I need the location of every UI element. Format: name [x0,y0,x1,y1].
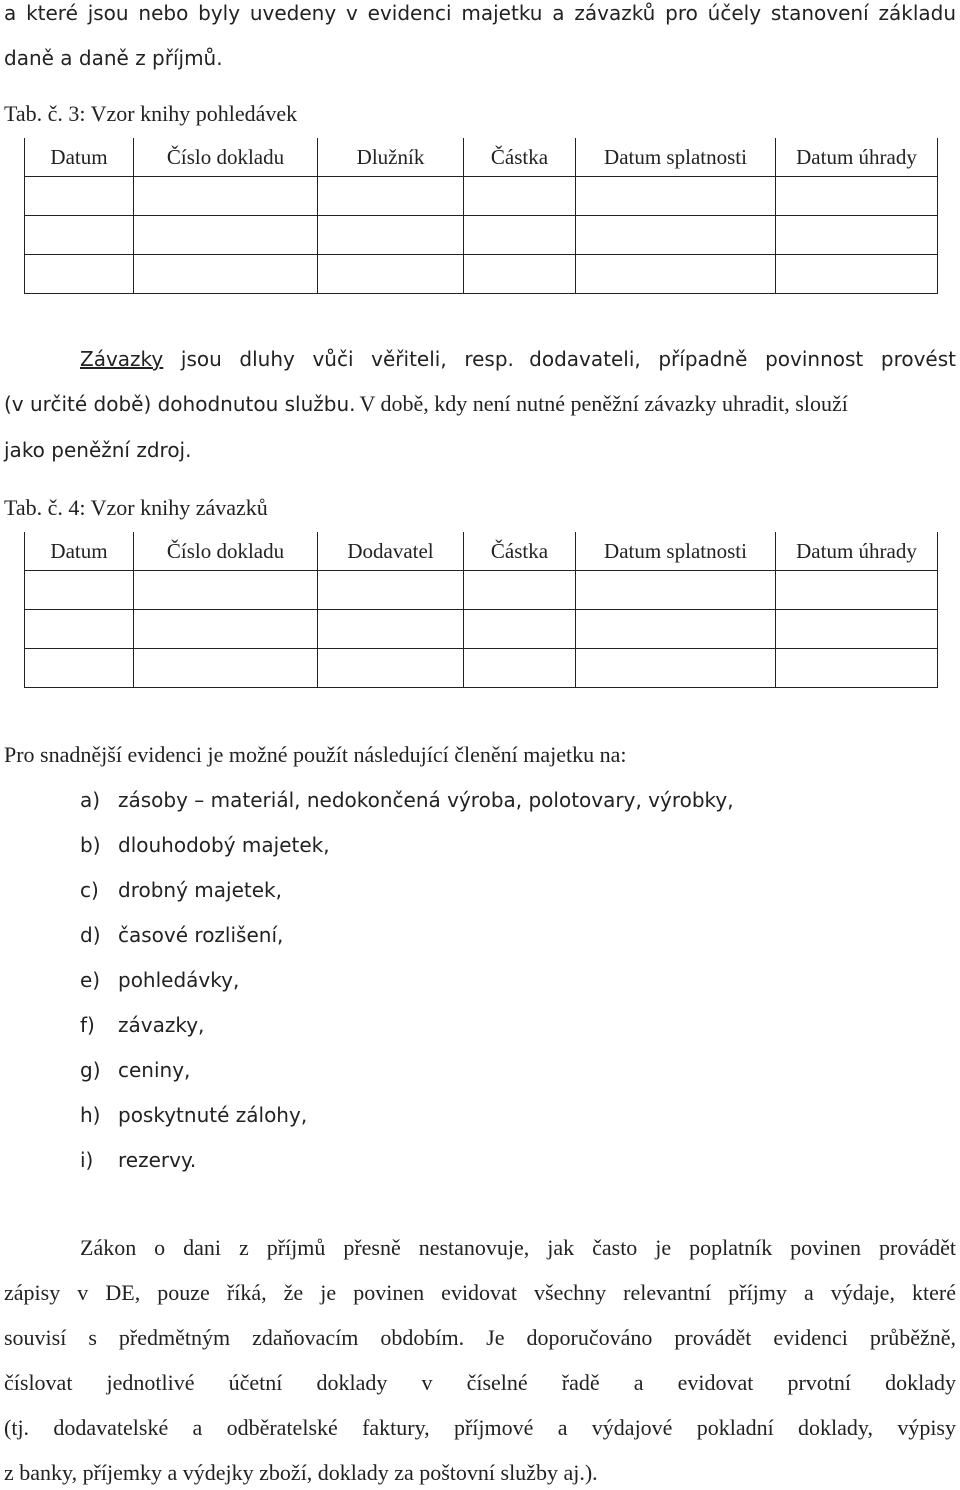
list-intro: Pro snadnější evidenci je možné použít následující členění majetku na: [4,742,627,767]
final-paragraph-line: souvisí s předmětným zdaňovacím obdobím. Je doporučováno provádět evidenci průběžně, [4,1325,956,1350]
column-header: Datum úhrady [776,532,938,571]
table-row [25,255,938,294]
table-cell [134,216,318,255]
final-paragraph-line: (tj. dodavatelské a odběratelské faktury, příjmové a výdajové pokladní doklady, výpisy [4,1415,956,1440]
column-header: Číslo dokladu [134,138,318,177]
zavazky-line2-a: (v určité době) dohodnutou službu. [4,392,356,416]
zavazky-line-1 [80,346,956,375]
list-item-text: drobný majetek, [118,878,282,902]
column-header: Datum úhrady [776,138,938,177]
column-header: Částka [464,532,576,571]
list-item [80,1057,190,1083]
column-header: Datum [25,138,134,177]
table-cell [464,610,576,649]
table-row [25,177,938,216]
table-cell [576,216,776,255]
table-cell [776,255,938,294]
list-item [80,1012,204,1038]
column-header: Dlužník [318,138,464,177]
list-item [80,787,734,813]
list-item [80,832,330,858]
list-marker: f) [80,1013,95,1037]
zavazky-line2-b: V době, kdy není nutné peněžní závazky uhradit, slouží [359,391,848,416]
table-cell [25,571,134,610]
zavazky-line1-rest: jsou dluhy vůči věřiteli, resp. [180,347,514,371]
list-item-text: poskytnuté zálohy, [118,1103,308,1127]
table-cell [464,177,576,216]
list-marker: d) [80,923,101,947]
table-cell [464,649,576,688]
table-liabilities-template [24,532,938,688]
term-zavazky: Závazky [80,347,164,371]
table-cell [464,216,576,255]
table-cell [318,649,464,688]
list-item-text: časové rozlišení, [118,923,284,947]
column-header: Dodavatel [318,532,464,571]
table-cell [776,177,938,216]
list-item [80,967,239,993]
table-row [25,610,938,649]
list-item [80,1147,196,1173]
final-paragraph-line: z banky, příjemky a výdejky zboží, doklady za poštovní služby aj.). [4,1460,598,1485]
zavazky-line-2 [4,391,956,420]
table-cell [134,571,318,610]
zavazky-line-3: jako peněžní zdroj. [4,438,192,462]
intro-line-1: a které jsou nebo byly uvedeny v evidenci majetku a závazků pro účely stanovení základu [4,1,956,25]
column-header: Částka [464,138,576,177]
zavazky-line1-tail: dodavateli, případně povinnost provést [529,347,956,371]
column-header: Datum splatnosti [576,532,776,571]
table-header-row [25,532,938,571]
table-cell [576,177,776,216]
table-header-row [25,138,938,177]
list-item [80,922,283,948]
table-receivables-template [24,138,938,294]
table-cell [464,255,576,294]
list-item-text: pohledávky, [118,968,240,992]
list-marker: a) [80,788,101,812]
table-cell [134,610,318,649]
final-paragraph-line: Zákon o dani z příjmů přesně nestanovuje, jak často je poplatník povinen provádět [80,1235,956,1260]
table-cell [25,649,134,688]
table-cell [318,610,464,649]
table-cell [134,177,318,216]
table-row [25,216,938,255]
list-marker: c) [80,878,99,902]
table4-caption: Tab. č. 4: Vzor knihy závazků [4,495,268,520]
table-cell [134,649,318,688]
table-cell [134,255,318,294]
list-marker: h) [80,1103,101,1127]
column-header: Číslo dokladu [134,532,318,571]
table-row [25,649,938,688]
list-marker: b) [80,833,101,857]
table-cell [464,571,576,610]
list-marker: g) [80,1058,101,1082]
list-marker: e) [80,968,101,992]
table-cell [318,177,464,216]
table-cell [318,216,464,255]
intro-line-2: daně a daně z příjmů. [4,46,223,70]
table-cell [576,255,776,294]
list-item-text: rezervy. [118,1148,197,1172]
table-cell [25,216,134,255]
table-cell [25,255,134,294]
table-cell [25,610,134,649]
list-item-text: ceniny, [118,1058,191,1082]
list-item-text: dlouhodobý majetek, [118,833,330,857]
table-cell [776,571,938,610]
list-item [80,877,282,903]
table-cell [776,649,938,688]
table-cell [25,177,134,216]
table-cell [776,610,938,649]
list-item [80,1102,307,1128]
table-row [25,571,938,610]
table-cell [576,649,776,688]
table-cell [576,571,776,610]
column-header: Datum [25,532,134,571]
final-paragraph-line: zápisy v DE, pouze říká, že je povinen evidovat všechny relevantní příjmy a výdaje, které [4,1280,956,1305]
table-cell [318,255,464,294]
table-cell [776,216,938,255]
final-paragraph-line: číslovat jednotlivé účetní doklady v číselné řadě a evidovat prvotní doklady [4,1370,956,1395]
list-item-text: závazky, [118,1013,205,1037]
column-header: Datum splatnosti [576,138,776,177]
list-item-text: zásoby – materiál, nedokončená výroba, polotovary, výrobky, [118,788,734,812]
list-marker: i) [80,1148,94,1172]
table-cell [576,610,776,649]
table3-caption: Tab. č. 3: Vzor knihy pohledávek [4,101,298,126]
table-cell [318,571,464,610]
